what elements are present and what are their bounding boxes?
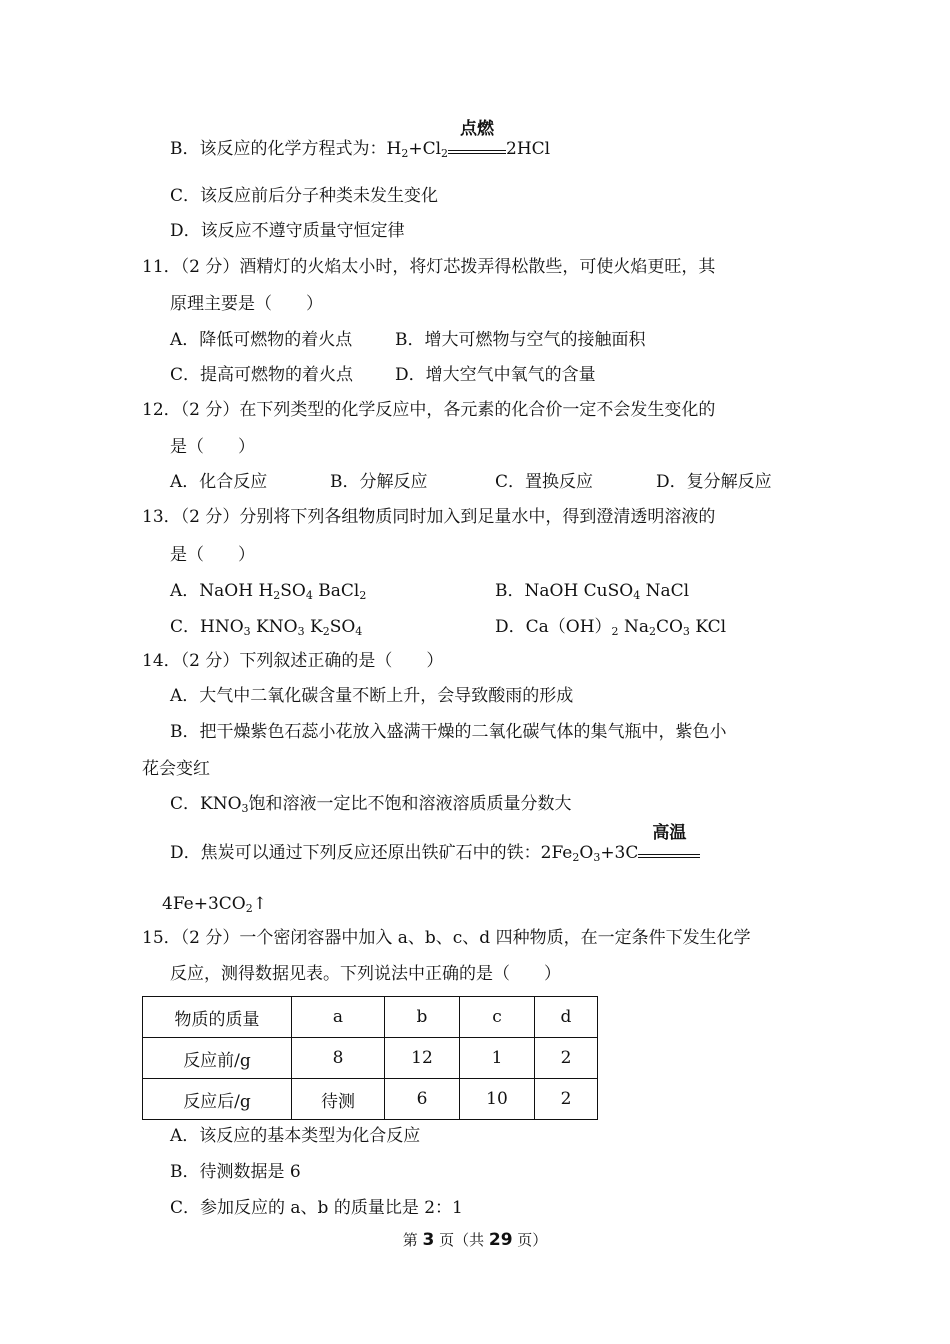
table-cell: 12	[385, 1038, 460, 1079]
subscript: 2	[273, 589, 281, 602]
subscript: 2	[572, 851, 580, 864]
q14-option-d	[170, 823, 700, 864]
q14-option-c	[170, 793, 572, 815]
q13-option-d	[495, 616, 726, 638]
table-header-cell: a	[292, 997, 385, 1038]
q11-option-c: C．提高可燃物的着火点	[170, 365, 354, 385]
q14-option-b-line2: 花会变红	[142, 759, 210, 779]
footer-text: 页（共	[434, 1231, 489, 1249]
q12-stem-line1: 12．（2 分）在下列类型的化学反应中，各元素的化合价一定不会发生变化的	[142, 400, 716, 420]
formula-text: A．NaOH H	[170, 581, 274, 601]
subscript: 4	[355, 625, 363, 638]
table-cell: 反应后/g	[143, 1079, 292, 1120]
table-cell: 2	[535, 1038, 598, 1079]
q12-option-d: D．复分解反应	[656, 472, 772, 492]
table-header-cell: d	[535, 997, 598, 1038]
formula-text: KNO	[250, 617, 298, 637]
formula-text: NaCl	[640, 581, 690, 601]
table-row	[143, 1038, 598, 1079]
q11-stem-line2: 原理主要是（ ）	[170, 294, 323, 314]
q14-option-b-line1: B．把干燥紫色石蕊小花放入盛满干燥的二氧化碳气体的集气瓶中，紫色小	[170, 722, 727, 742]
subscript: 2	[648, 625, 656, 638]
table-header-row	[143, 997, 598, 1038]
q13-option-c	[170, 616, 362, 638]
q10-option-b	[170, 119, 551, 160]
subscript: 2	[322, 625, 330, 638]
q11-option-a: A．降低可燃物的着火点	[170, 330, 353, 350]
subscript: 2	[359, 589, 367, 602]
q12-option-b: B．分解反应	[330, 472, 428, 492]
formula-text: 饱和溶液一定比不饱和溶液溶质质量分数大	[248, 794, 572, 814]
table-row	[143, 1079, 598, 1120]
q10-option-d: D．该反应不遵守质量守恒定律	[170, 221, 405, 241]
formula-text: B．NaOH CuSO	[495, 581, 634, 601]
table-cell: 反应前/g	[143, 1038, 292, 1079]
q10-option-b-text: +Cl	[408, 139, 442, 159]
subscript: 4	[633, 589, 641, 602]
formula-text: C．HNO	[170, 617, 244, 637]
formula-text: KCl	[689, 617, 727, 637]
q10-option-b-text: 2HCl	[506, 139, 551, 159]
q12-option-a: A．化合反应	[170, 472, 268, 492]
q14-option-d-line2	[162, 893, 267, 915]
formula-text: O	[579, 843, 594, 863]
subscript: 2	[441, 147, 449, 160]
table-header-cell: c	[460, 997, 535, 1038]
q15-option-c: C．参加反应的 a、b 的质量比是 2：1	[170, 1198, 463, 1218]
table-cell: 待测	[292, 1079, 385, 1120]
formula-text: +3C	[600, 843, 639, 863]
q13-stem-line2: 是（ ）	[170, 545, 255, 565]
reaction-condition: 高温	[652, 823, 687, 843]
page-number: 3	[422, 1230, 435, 1250]
q13-option-b	[495, 580, 689, 602]
subscript: 2	[611, 625, 619, 638]
subscript: 2	[245, 902, 253, 915]
formula-text: SO	[329, 617, 356, 637]
table-cell: 1	[460, 1038, 535, 1079]
q15-stem-line2: 反应，测得数据见表。下列说法中正确的是（ ）	[170, 964, 561, 984]
q11-option-d: D．增大空气中氧气的含量	[395, 365, 596, 385]
table-cell: 2	[535, 1079, 598, 1120]
reaction-condition: 点燃	[460, 119, 495, 139]
subscript: 3	[241, 802, 249, 815]
q12-stem-line2: 是（ ）	[170, 437, 255, 457]
q11-option-b: B．增大可燃物与空气的接触面积	[395, 330, 646, 350]
formula-text: C．KNO	[170, 794, 242, 814]
q10-option-b-text: B．该反应的化学方程式为：H	[170, 139, 402, 159]
table-cell: 6	[385, 1079, 460, 1120]
footer-text: 第	[402, 1231, 423, 1249]
reaction-arrow	[638, 823, 700, 858]
q15-stem-line1: 15．（2 分）一个密闭容器中加入 a、b、c、d 四种物质，在一定条件下发生化学	[142, 928, 751, 948]
table-header-cell: 物质的质量	[143, 997, 292, 1038]
formula-text: 4Fe+3CO	[162, 894, 246, 914]
subscript: 3	[243, 625, 251, 638]
table-header-cell: b	[385, 997, 460, 1038]
formula-text: ↑	[252, 894, 267, 914]
q15-option-b: B．待测数据是 6	[170, 1162, 301, 1182]
subscript: 4	[305, 589, 313, 602]
equals-bars	[448, 150, 506, 154]
formula-text: SO	[280, 581, 306, 601]
q15-option-a: A．该反应的基本类型为化合反应	[170, 1126, 421, 1146]
subscript: 3	[593, 851, 601, 864]
table-cell: 8	[292, 1038, 385, 1079]
formula-text: D．焦炭可以通过下列反应还原出铁矿石中的铁：2Fe	[170, 843, 573, 863]
equals-bars	[638, 854, 700, 858]
q14-stem: 14．（2 分）下列叙述正确的是（ ）	[142, 651, 444, 671]
q12-option-c: C．置换反应	[495, 472, 594, 492]
q10-option-c: C．该反应前后分子种类未发生变化	[170, 186, 439, 206]
page-footer	[0, 1229, 950, 1250]
formula-text: BaCl	[312, 581, 360, 601]
footer-text: 页）	[512, 1231, 548, 1249]
table-cell: 10	[460, 1079, 535, 1120]
reaction-arrow	[448, 119, 506, 154]
subscript: 3	[297, 625, 305, 638]
data-table	[142, 996, 598, 1120]
q13-option-a	[170, 580, 366, 602]
q11-stem-line1: 11．（2 分）酒精灯的火焰太小时，将灯芯拨弄得松散些，可使火焰更旺，其	[142, 257, 716, 277]
formula-text: CO	[655, 617, 683, 637]
q14-option-a: A．大气中二氧化碳含量不断上升，会导致酸雨的形成	[170, 686, 574, 706]
formula-text: K	[304, 617, 323, 637]
subscript: 3	[682, 625, 690, 638]
subscript: 2	[401, 147, 409, 160]
q13-stem-line1: 13．（2 分）分别将下列各组物质同时加入到足量水中，得到澄清透明溶液的	[142, 507, 716, 527]
formula-text: Na	[618, 617, 649, 637]
formula-text: D．Ca（OH）	[495, 617, 612, 637]
total-pages: 29	[488, 1230, 513, 1250]
